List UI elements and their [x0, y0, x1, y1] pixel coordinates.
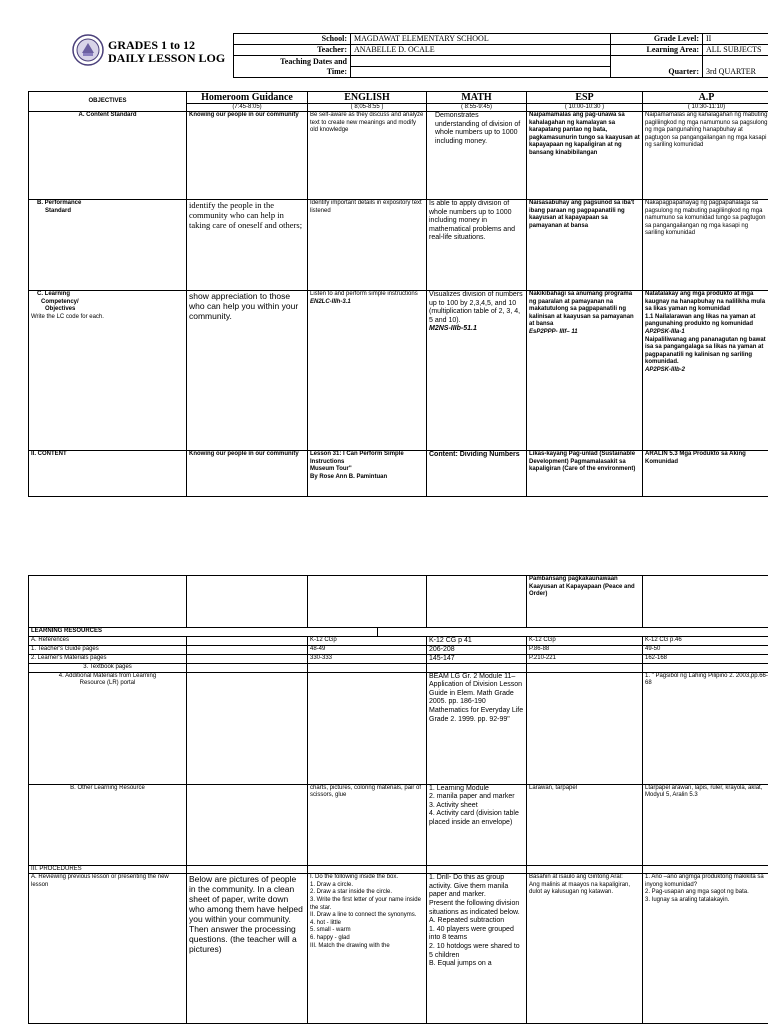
content-standard-row [29, 112, 768, 200]
reviewing-math [427, 874, 527, 1024]
blank-cell [187, 637, 308, 646]
reviewing-ap [643, 874, 768, 1024]
competency-ap-code1: AP2PSK-IIIa-1 [645, 328, 685, 335]
review-english-line: 1. Draw a circle. [310, 881, 354, 888]
competency-label-line2: Competency/ [41, 298, 79, 305]
other-math-1: 1. Learning Module [429, 784, 489, 792]
review-math-line: A. Repeated subtraction [429, 917, 505, 925]
other-resources-row [29, 784, 768, 865]
blank-cell [187, 655, 308, 664]
logo-title-line1: GRADES 1 to 12 [108, 38, 196, 52]
learners-materials-math: 145-147 [427, 655, 527, 664]
procedures-label: III. PROCEDURES [29, 865, 187, 874]
competency-esp [527, 291, 643, 451]
review-math-line: B. Equal jumps on a [429, 960, 492, 968]
quarter-label: Quarter: [611, 67, 703, 78]
performance-standard-homeroom: identify the people in the community who can help in taking care of oneself and others; [187, 200, 308, 291]
blank-cell [187, 664, 308, 673]
review-english-line: 3. Write the first letter of your name inside the star. [310, 896, 421, 911]
other-resources-esp: Larawan, tarpapel [527, 784, 643, 865]
reviewing-esp [527, 874, 643, 1024]
blank-cell [187, 784, 308, 865]
column-header-esp: ESP [527, 92, 643, 104]
review-english-line: I. Do the following inside the box. [310, 874, 399, 881]
blank-cell [527, 672, 643, 784]
review-math-line: 2. 10 hotdogs were shared to 5 children [429, 942, 520, 959]
column-header-math: MATH [427, 92, 527, 104]
blank-cell [187, 576, 308, 628]
dates-label [234, 56, 351, 78]
teachers-guide-esp: P.86-88 [527, 646, 643, 655]
competency-math-text: Visualizes division of numbers up to 100 by 2,3,4,5, and 10 (multiplication table of 2, 3, 4, 5 and 10). [429, 291, 523, 324]
content-english [308, 451, 427, 497]
blank-cell [643, 664, 768, 673]
area-label: Learning Area: [611, 45, 703, 56]
blank-cell [308, 672, 427, 784]
teacher-label: Teacher: [234, 45, 351, 56]
time-ap: ( 10:30-11:10) [643, 104, 768, 112]
performance-standard-row [29, 200, 768, 291]
teachers-guide-row [29, 646, 768, 655]
review-english-line: II. Draw a line to connect the synonyms. [310, 912, 417, 919]
dates-value [351, 56, 611, 67]
column-header-ap: A.P [643, 92, 768, 104]
content-standard-label: A. Content Standard [29, 112, 187, 200]
blank-value [703, 56, 768, 67]
time-math: ( 8:55-9:45) [427, 104, 527, 112]
reviewing-english [308, 874, 427, 1024]
additional-materials-label [29, 672, 187, 784]
blank-cell [643, 576, 768, 628]
performance-standard-english: Identify important details in expository text listened [308, 200, 427, 291]
blank-cell [187, 646, 308, 655]
learners-materials-esp: P.210-221 [527, 655, 643, 664]
competency-esp-code: EsP2PPP- IIIf– 11 [529, 328, 578, 335]
competency-label-line1: C. Learning [37, 291, 71, 297]
blank-cell [308, 664, 427, 673]
competency-ap [643, 291, 768, 451]
other-resources-label: B. Other Learning Resource [29, 784, 187, 865]
content-ap: ARALIN 5.3 Mga Produkto sa Aking Komunidad [643, 451, 768, 497]
competency-english [308, 291, 427, 451]
review-english-line: III. Match the drawing with the [310, 942, 390, 949]
textbook-label: 3. Textbook pages [29, 664, 187, 673]
other-math-4: 4. Activity card (division table placed inside an envelope) [429, 810, 519, 826]
learners-materials-row [29, 655, 768, 664]
additional-label-line1: 4. Additional Materials from Learning [58, 672, 157, 679]
learning-resources-row [29, 628, 768, 637]
competency-label-line3: Objectives [45, 306, 76, 313]
performance-standard-label [29, 200, 187, 291]
performance-standard-esp: Naisasabuhay ang pagsunod sa iba't ibang paraan ng pagpapanatili ng kaayusan at kapayapaan sa pamayanan at bansa [527, 200, 643, 291]
blank-cell [378, 628, 768, 637]
performance-standard-ap: Nakapagpapahayag ng pagpapahalaga sa pagsulong ng mabuting pagiliingkod ng mga namumuno sa komunidad tungo sa pagtugon sa pangangailangan ng mga kasapi ng sariling komunidad [643, 200, 768, 291]
additional-ap: 1. " Pagsibol ng Lahing Pilipino 2. 2003,pp.66-68 [643, 672, 768, 784]
content-esp: Likas-kayang Pag-unlad (Sustainable Development) Pagmamalasakit sa kapaligiran (Care of the environment) [527, 451, 643, 497]
review-math-line: Present the following division situations as indicated below. [429, 899, 520, 916]
competency-label-note: Write the LC code for each. [31, 313, 104, 320]
other-math-2: 2. manila paper and marker [429, 793, 515, 801]
blank-cell [29, 576, 187, 628]
review-english-line: 4. hot - little [310, 919, 342, 926]
esp-peace-order: Pambansang pagkakaunawaan Kaayusan at Kapayapaan (Peace and Order) [527, 576, 643, 628]
competency-ap-text3: Naipaliliwanag ang pananagutan ng bawat isa sa pangangalaga sa likas na yaman at pagpapanatili ng kalinisan ng sariling komunidad. [645, 336, 766, 366]
content-label: II. CONTENT [29, 451, 187, 497]
teachers-guide-ap: 49-50 [643, 646, 768, 655]
teachers-guide-label: 1. Teacher's Guide pages [29, 646, 187, 655]
blank-cell [527, 664, 643, 673]
time-esp: ( 10:00-10:30 ) [527, 104, 643, 112]
competency-ap-code2: AP2PSK-IIIb-2 [645, 366, 686, 373]
review-esp-line: dulot ay kalusugan ng katawan. [529, 889, 614, 896]
competency-homeroom: show appreciation to those who can help you within your community. [187, 291, 308, 451]
time-english: ( 8;05-8:55 ) [308, 104, 427, 112]
content-math: Content: Dividing Numbers [427, 451, 527, 497]
references-ap: K-12 CG p.46 [643, 637, 768, 646]
blank-cell [427, 664, 527, 673]
other-resources-math [427, 784, 527, 865]
blank-cell [308, 576, 427, 628]
content-standard-homeroom: Knowing our people in our community [187, 112, 308, 200]
learners-materials-english: 330-333 [308, 655, 427, 664]
references-row [29, 637, 768, 646]
school-label: School: [234, 34, 351, 45]
content-standard-english: Be self-aware as they discuss and analyze text to create new meanings and modify old knowledge [308, 112, 427, 200]
content-homeroom: Knowing our people in our community [187, 451, 308, 497]
content-row [29, 451, 768, 497]
objectives-label: OBJECTIVES [29, 92, 187, 112]
competency-math [427, 291, 527, 451]
review-ap-line: 1. Ano –ano angmga produktong makikita sa inyong komunidad? [645, 874, 764, 888]
review-esp-line: Basahin at isaulo ang Gintong Aral: [529, 874, 623, 881]
competency-ap-text1: Natatalakay ang mga produkto at mga kaugnay na hanapbuhay na nalilikha mula sa likas yaman ng komunidad [645, 291, 766, 313]
area-value: ALL SUBJECTS [703, 45, 768, 56]
review-english-line: 2. Draw a star inside the circle. [310, 889, 393, 896]
additional-materials-row [29, 672, 768, 784]
competency-row [29, 291, 768, 451]
other-resources-english: charts, pictures, coloring materials, pair of scissors, glue [308, 784, 427, 865]
reviewing-row [29, 874, 768, 1024]
blank-cell [427, 865, 527, 874]
review-esp-line: Ang malinis at maayos na kapaligiran, [529, 881, 631, 888]
logo-title-line2: DAILY LESSON LOG [108, 51, 226, 65]
time-homeroom: (7:45-8:05) [187, 104, 308, 112]
additional-label-line2: Resource (LR) portal [79, 680, 136, 687]
blank-cell [187, 865, 308, 874]
logo-title [108, 39, 225, 65]
competency-label [29, 291, 187, 451]
blank-cell [427, 576, 527, 628]
quarter-value: 3rd QUARTER [703, 67, 768, 78]
competency-ap-text2: 1.1 Nailalarawan ang likas na yaman at pangunahing produkto ng komunidad [645, 313, 756, 328]
competency-esp-text: Nakikibahagi sa anumang programa ng paaralan at pamayanan na makatutulong sa pagpapanatili ng kalinisan at kaayusan sa pamayanan at bansa [529, 291, 634, 328]
additional-math: BEAM LG Gr. 2 Module 11– Application of Division Lesson Guide in Elem. Math Grade 2005. pp. 186-190 Mathematics for Everyday Life Grade 2. 1999. pp. 92-99" [427, 672, 527, 784]
peace-order-row [29, 576, 768, 628]
other-resources-ap: Ltarpapel arawan, lapis, ruler, krayola, aklat, Modyul 5, Aralin 5.3 [643, 784, 768, 865]
teachers-guide-english: 48-49 [308, 646, 427, 655]
objectives-table [28, 91, 768, 497]
review-english-line: 5. small - warm [310, 927, 351, 934]
other-math-3: 3. Activity sheet [429, 801, 478, 809]
learning-resources-label: LEARNING RESOURCES [29, 628, 378, 637]
content-english-line1: Lesson 31: I Can Perform Simple Instructions [310, 451, 404, 465]
content-standard-math: Demonstrates understanding of division of whole numbers up to 1000 including money. [427, 112, 527, 200]
textbook-row [29, 664, 768, 673]
review-ap-line: 2. Pag-usapan ang mga sagot ng bata. [645, 889, 749, 896]
content-english-line2: Museum Tour" [310, 466, 352, 473]
performance-label-line2: Standard [45, 207, 72, 214]
teachers-guide-math: 206-208 [427, 646, 527, 655]
competency-english-text: Listen to and perform simple instructions [310, 291, 418, 297]
learners-materials-label: 2. Learner's Materials pages [29, 655, 187, 664]
reviewing-label: A. Reviewing previous lesson or presenting the new lesson [29, 874, 187, 1024]
resources-table [28, 575, 768, 1024]
review-ap-line: 3. Iugnay sa araling tatalakayin. [645, 896, 730, 903]
content-english-line3: By Rose Ann B. Pamintuan [310, 473, 388, 480]
column-header-english: ENGLISH [308, 92, 427, 104]
review-math-line: 1. Drill- Do this as group activity. Give them manila paper and marker. [429, 874, 509, 899]
reviewing-homeroom: Below are pictures of people in the community. In a clean sheet of paper, write down who among them have helped you within your community. Then answer the processing questions. (the teacher will a pictures) [187, 874, 308, 1024]
school-value: MAGDAWAT ELEMENTARY SCHOOL [351, 34, 611, 45]
blank-label [611, 56, 703, 67]
blank-cell [187, 672, 308, 784]
performance-label-line1: B. Performance [37, 200, 82, 206]
references-esp: K-12 CGp [527, 637, 643, 646]
references-math: K-12 CG p 41 [427, 637, 527, 646]
review-english-line: 6. happy - glad [310, 934, 350, 941]
competency-english-code: EN2LC-IIIh-3.1 [310, 298, 351, 305]
dates-label-line1: Teaching Dates and [280, 56, 347, 66]
learners-materials-ap: 162-168 [643, 655, 768, 664]
deped-seal-logo [72, 33, 104, 67]
content-standard-esp: Naipamamalas ang pag-unawa sa kahalagahan ng kamalayan sa karapatang pantao ng bata, pagkamasunurin tungo sa kaayusan at kapayapaan ng kapaligiran at ng bansang kinabibilangan [527, 112, 643, 200]
references-english: K-12 CGp [308, 637, 427, 646]
competency-math-code: M2NS-IIIb-51.1 [429, 325, 477, 333]
content-standard-ap: Naipamamalas ang kahalagahan ng mabuting pagiliingkod ng mga namumuno sa pagsulong ng mga pangunahing hanapbuhay at pagtugon sa pangangailangan ng mga kasapi ng sariling komunidad [643, 112, 768, 200]
column-header-homeroom: Homeroom Guidance [187, 92, 308, 104]
procedures-row [29, 865, 768, 874]
blank-cell [527, 865, 643, 874]
blank-cell [643, 865, 768, 874]
blank-cell [308, 865, 427, 874]
header-info-table [233, 33, 768, 78]
grade-label: Grade Level: [611, 34, 703, 45]
performance-standard-math: Is able to apply division of whole numbers up to 1000 including money in mathematical problems and real-life situations. [427, 200, 527, 291]
review-math-line: 1. 40 players were grouped into 8 teams [429, 925, 514, 942]
references-label: A. References [29, 637, 187, 646]
teacher-value: ANABELLE D. OCALE [351, 45, 611, 56]
dates-label-line2: Time: [326, 66, 347, 76]
time-value [351, 67, 611, 78]
grade-value: II [703, 34, 768, 45]
